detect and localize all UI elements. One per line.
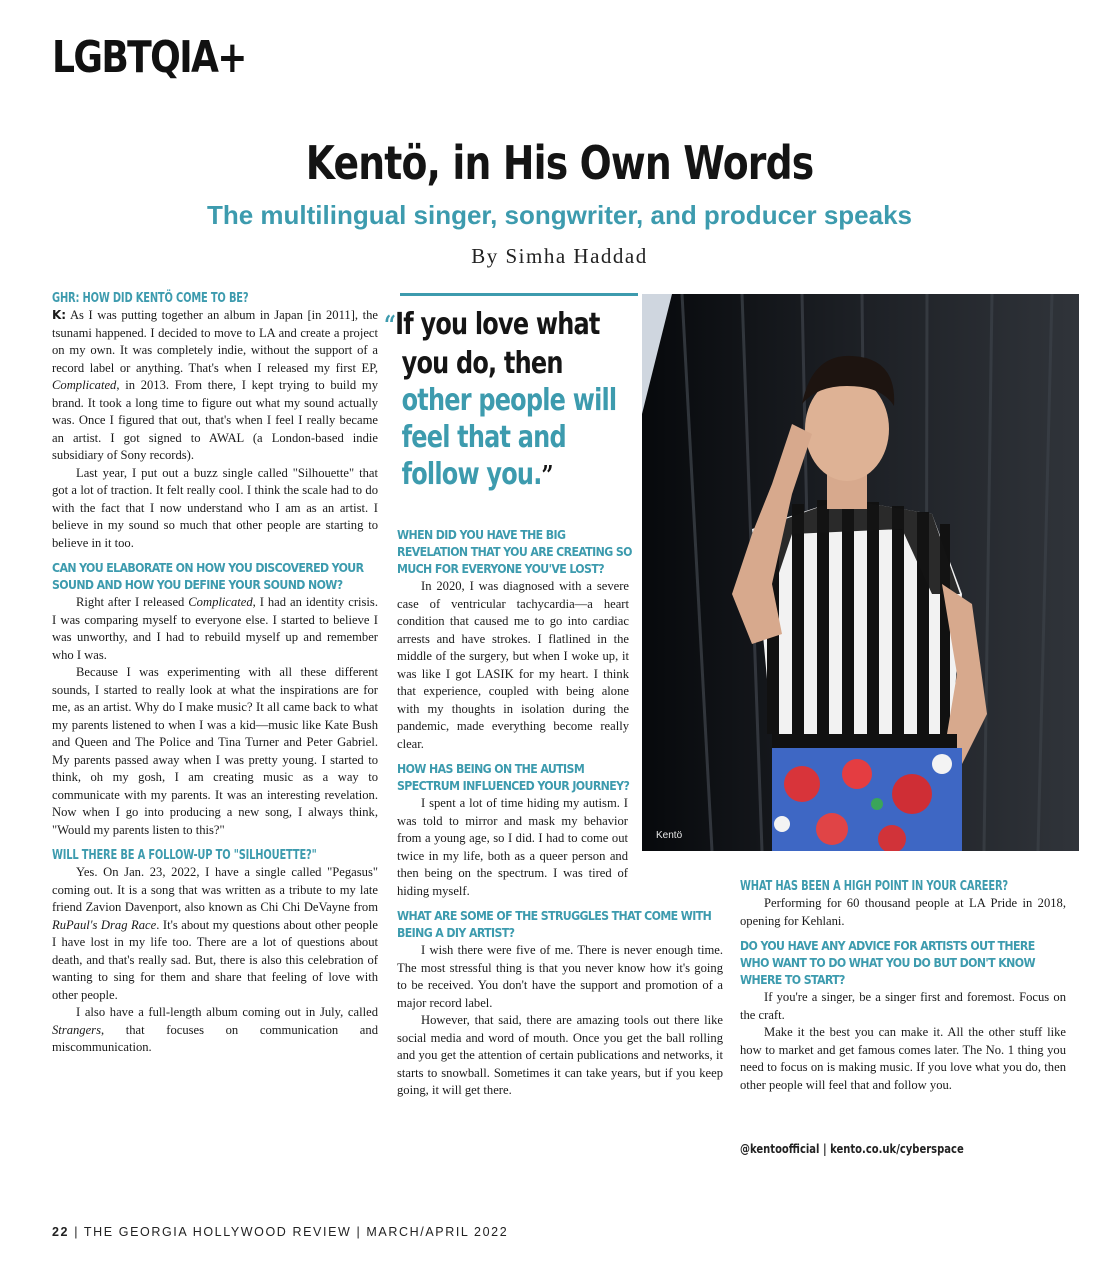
answer-paragraph: Performing for 60 thousand people at LA Pride in 2018, opening for Kehlani. [740,896,1066,928]
question-heading: HOW HAS BEING ON THE AUTISM SPECTRUM INFLUENCED YOUR JOURNEY? [397,762,630,793]
answer-paragraph: I also have a full-length album coming out in July, called Strangers, that focuses on communication and miscommunication. [52,1005,378,1054]
question-heading: WILL THERE BE A FOLLOW-UP TO "SILHOUETTE?" [52,848,317,863]
answer-paragraph: I spent a lot of time hiding my autism. I was told to mirror and mask my behavior from a young age, so I did. I had to come out twice in my life, both as a queer person and then being on the spectrum. I was tired of hiding myself. [397,796,628,898]
question-heading: CAN YOU ELABORATE ON HOW YOU DISCOVERED YOUR SOUND AND HOW YOU DEFINE YOUR SOUND NOW? [52,561,364,592]
photo-credit: Kentö [656,830,683,841]
answer-paragraph: If you're a singer, be a singer first and foremost. Focus on the craft. [740,990,1066,1022]
answer-paragraph: Make it the best you can make it. All the other stuff like how to market and get famous comes later. The No. 1 thing you need to focus on is making music. If you love what you do, then other people will feel that and follow you. [740,1025,1066,1092]
page-number: 22 [52,1225,70,1239]
answer-paragraph: K: As I was putting together an album in Japan [in 2011], the tsunami happened. I decided to move to LA and create a project on my own. It was completely indie, without the support of a record label or anything. That's when I released my first EP, Complicated, in 2013. From there, I kept trying to build my brand. It took a long time to figure out what my sound actually was. Once I figured that out, that's when I feel I really became an artist. I got signed to AWAL (a London-based indie subsidiary of Sony records). [52,308,378,462]
pullquote-rule [400,293,638,296]
article-subtitle: The multilingual singer, songwriter, and producer speaks [206,200,913,230]
question-heading: WHAT HAS BEEN A HIGH POINT IN YOUR CAREER? [740,879,1008,894]
pullquote: “If you love what you do, then other people will feel that and follow you.” [384,307,617,492]
publication-name: THE GEORGIA HOLLYWOOD REVIEW [83,1225,352,1239]
section-tag: LGBTQIA+ [52,32,246,83]
answer-paragraph: Yes. On Jan. 23, 2022, I have a single called "Pegasus" coming out. It is a song that was written as a tribute to my late friend Zavion Davenport, also known as Chi Chi DeVayne from RuPaul's Drag Race. It's about my questions about other people I have lost in my life too. There are a lot of questions about death, and that's really sad. But, there is also this celebration of wanting to sing for them and share that feeling of love with other people. [52,865,379,1002]
column-3 [740,878,1066,1094]
answer-paragraph: I wish there were five of me. There is never enough time. The most stressful thing is that you never know how it's going to be received. You don't have the support and promotion of a major record label. [397,943,723,1010]
question-heading: WHEN DID YOU HAVE THE BIG REVELATION THAT YOU ARE CREATING SO MUCH FOR EVERYONE YOU'VE LOST? [397,528,632,576]
close-quote-icon: ” [541,461,553,491]
answer-paragraph: However, that said, there are amazing tools out there like social media and word of mouth. Once you get the ball rolling and you get the attention of certain publications and networks, it starts to snowball. Sometimes it can take years, but if you keep going, it will get there. [397,1013,723,1097]
open-quote-icon: “ [384,311,396,341]
page-footer: 22 | THE GEORGIA HOLLYWOOD REVIEW | MARCH/APRIL 2022 [52,1225,509,1239]
social-links[interactable]: @kentoofficial | kento.co.uk/cyberspace [740,1141,964,1156]
article-title: Kentö, in His Own Words [305,136,814,190]
column-2 [397,527,723,1100]
byline: By Simha Haddad [471,244,648,268]
issue-date: MARCH/APRIL 2022 [366,1225,509,1239]
column-1 [52,290,378,1057]
answer-paragraph: Right after I released Complicated, I had an identity crisis. I was comparing myself to everyone else. I started to believe I was unworthy, and I had to rebuild myself up and remember who I was. [52,595,378,662]
answer-paragraph: In 2020, I was diagnosed with a severe case of ventricular tachycardia—a heart condition that caused me to go into cardiac arrests and have strokes. I flatlined in the middle of the surgery, but when I woke up, it was like I got LASIK for my heart. I think that experience, coupled with being alone with my thoughts in isolation during the pandemic, made everything become really clear. [397,579,629,751]
answer-paragraph: Because I was experimenting with all these different sounds, I started to really look at what the inspirations are for me, as an artist. Why do I make music? It all came back to what my parents listened to when I was a kid—music like Kate Bush and Queen and The Police and Tina Turner and Peter Gabriel. My parents passed away when I was pretty young. I started to think, oh my gosh, I am creating music as a way to communicate with my parents. It was an interesting revelation. Now when I go into producing a new song, I always think, "Would my parents listen to this?" [52,665,378,837]
question-heading: WHAT ARE SOME OF THE STRUGGLES THAT COME WITH BEING A DIY ARTIST? [397,909,712,940]
answer-paragraph: Last year, I put out a buzz single called "Silhouette" that got a lot of traction. It felt really cool. I think the scale had to do with the fact that I now understand who I am as an artist. I believe in my sound so much that other people are starting to believe in it too. [52,465,378,550]
question-heading: DO YOU HAVE ANY ADVICE FOR ARTISTS OUT THERE WHO WANT TO DO WHAT YOU DO BUT DON'T KNOW WHERE TO START? [740,939,1035,987]
question-heading: GHR: HOW DID KENTÖ COME TO BE? [52,291,249,306]
